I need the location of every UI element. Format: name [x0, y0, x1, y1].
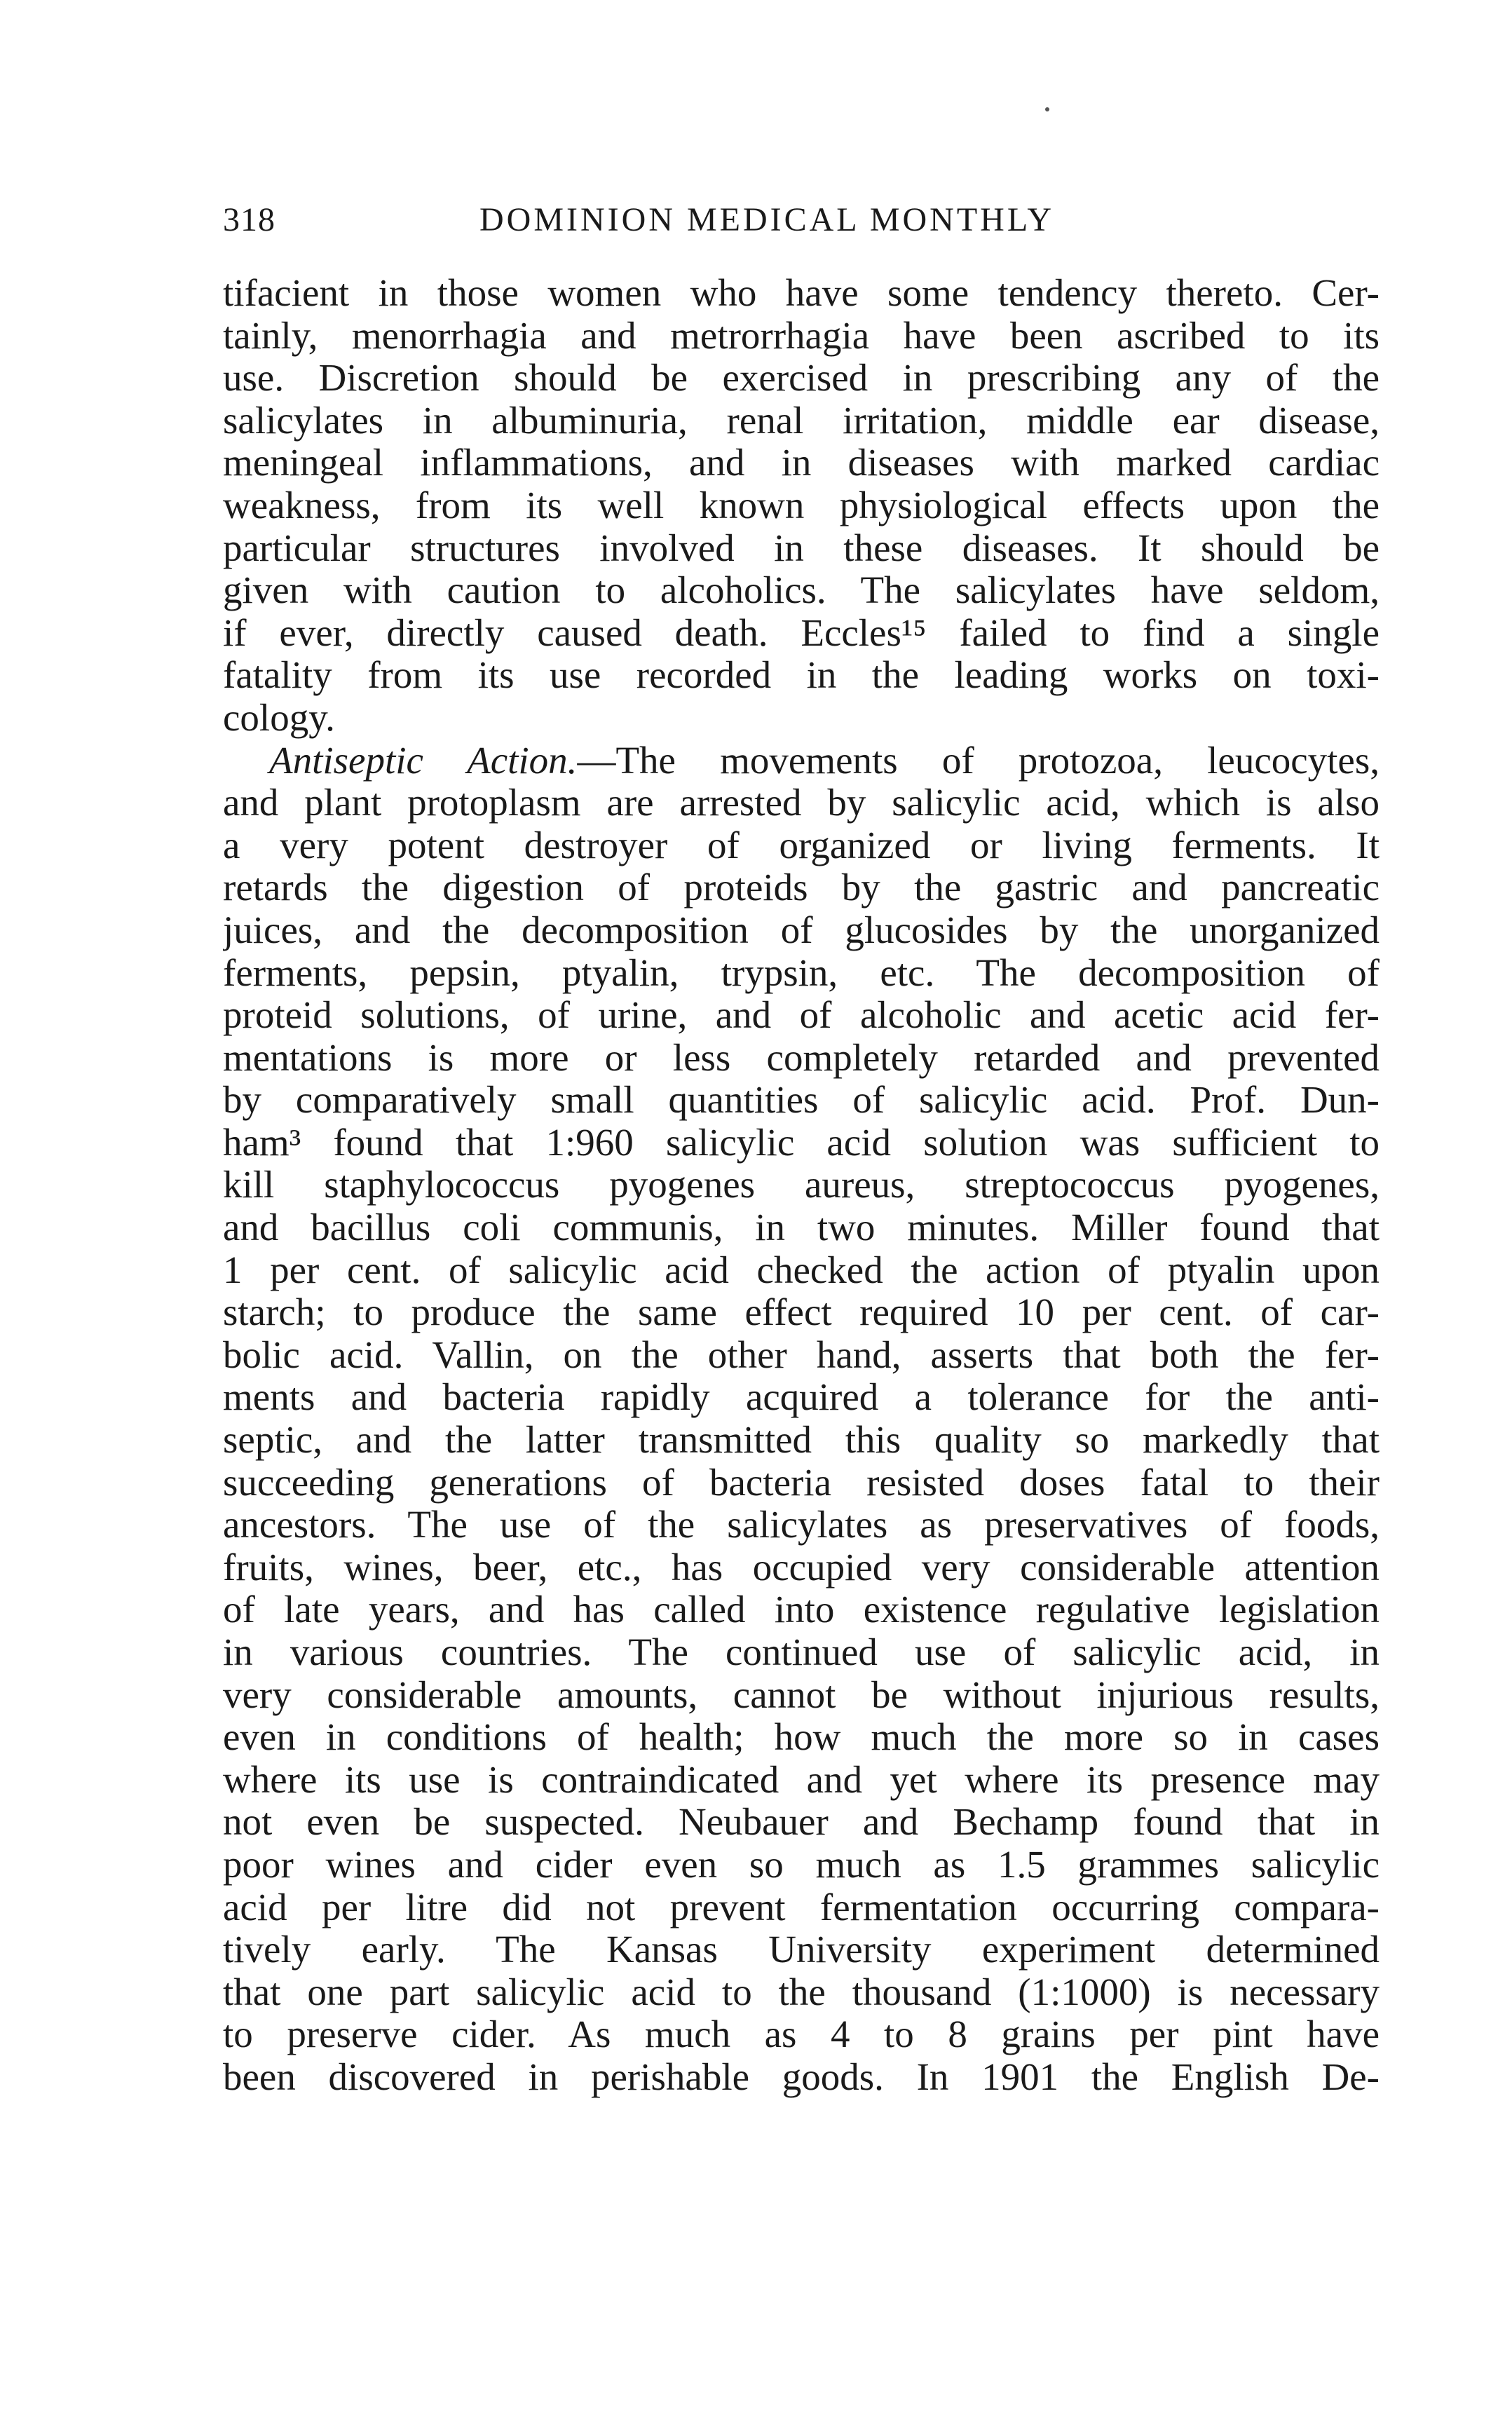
text-line: cology.: [223, 696, 335, 739]
text-line: where its use is contraindicated and yet where its presence may: [223, 1758, 1380, 1801]
page-header: [223, 200, 1380, 250]
text-line: very considerable amounts, cannot be without injurious results,: [223, 1673, 1380, 1716]
text-line: if ever, directly caused death. Eccles¹⁵ failed to find a single: [223, 611, 1380, 654]
text-line: bolic acid. Vallin, on the other hand, asserts that both the fer-: [223, 1333, 1380, 1376]
text-line: ancestors. The use of the salicylates as preservatives of foods,: [223, 1504, 1380, 1546]
text-line: weakness, from its well known physiological effects upon the: [223, 484, 1380, 526]
text-line: given with caution to alcoholics. The salicylates have seldom,: [223, 569, 1380, 612]
text-line: ments and bacteria rapidly acquired a tolerance for the anti-: [223, 1376, 1380, 1419]
text-line: a very potent destroyer of organized or living ferments. It: [223, 824, 1380, 866]
text-line: and bacillus coli communis, in two minutes. Miller found that: [223, 1206, 1380, 1249]
body-text: [223, 272, 1380, 2099]
text-line: proteid solutions, of urine, and of alcoholic and acetic acid fer-: [223, 994, 1380, 1037]
text-line: use. Discretion should be exercised in prescribing any of the: [223, 357, 1380, 400]
text-run: —The movements of protozoa, leucocytes,: [577, 739, 1380, 782]
paragraph: [223, 272, 1380, 740]
section-heading: Antiseptic Action.: [269, 739, 578, 782]
text-line: tainly, menorrhagia and metrorrhagia have been ascribed to its: [223, 314, 1380, 357]
print-speck: [1045, 107, 1049, 111]
text-line: tively early. The Kansas University experiment determined: [223, 1928, 1380, 1971]
text-line: salicylates in albuminuria, renal irritation, middle ear disease,: [223, 399, 1380, 442]
text-line: 1 per cent. of salicylic acid checked the action of ptyalin upon: [223, 1249, 1380, 1291]
running-title: DOMINION MEDICAL MONTHLY: [479, 201, 1055, 238]
text-line: in various countries. The continued use of salicylic acid, in: [223, 1631, 1380, 1673]
text-line: not even be suspected. Neubauer and Bechamp found that in: [223, 1801, 1380, 1844]
text-line: retards the digestion of proteids by the gastric and pancreatic: [223, 866, 1380, 909]
paragraph: [223, 740, 1380, 2099]
text-line: that one part salicylic acid to the thousand (1:1000) is necessary: [223, 1971, 1380, 2013]
text-line: [223, 740, 1380, 782]
text-line: by comparatively small quantities of salicylic acid. Prof. Dun-: [223, 1079, 1380, 1122]
text-line: tifacient in those women who have some tendency thereto. Cer-: [223, 272, 1380, 314]
text-line: kill staphylococcus pyogenes aureus, streptococcus pyogenes,: [223, 1164, 1380, 1206]
text-line: of late years, and has called into existence regulative legislation: [223, 1588, 1380, 1631]
text-line: and plant protoplasm are arrested by salicylic acid, which is also: [223, 782, 1380, 824]
text-line: poor wines and cider even so much as 1.5 grammes salicylic: [223, 1843, 1380, 1886]
text-line: ham³ found that 1:960 salicylic acid solution was sufficient to: [223, 1121, 1380, 1164]
text-line: mentations is more or less completely retarded and prevented: [223, 1036, 1380, 1079]
text-line: succeeding generations of bacteria resisted doses fatal to their: [223, 1461, 1380, 1504]
text-line: juices, and the decomposition of glucosides by the unorganized: [223, 909, 1380, 951]
text-line: particular structures involved in these diseases. It should be: [223, 526, 1380, 569]
page-number: 318: [223, 201, 275, 238]
text-line: even in conditions of health; how much the more so in cases: [223, 1716, 1380, 1759]
text-line: fruits, wines, beer, etc., has occupied very considerable attention: [223, 1546, 1380, 1588]
text-line: to preserve cider. As much as 4 to 8 grains per pint have: [223, 2013, 1380, 2056]
text-line: acid per litre did not prevent fermentation occurring compara-: [223, 1886, 1380, 1928]
text-line: been discovered in perishable goods. In 1901 the English De-: [223, 2055, 1380, 2098]
text-line: fatality from its use recorded in the leading works on toxi-: [223, 654, 1380, 697]
text-line: starch; to produce the same effect required 10 per cent. of car-: [223, 1291, 1380, 1334]
text-line: ferments, pepsin, ptyalin, trypsin, etc. The decomposition of: [223, 951, 1380, 994]
text-line: septic, and the latter transmitted this quality so markedly that: [223, 1419, 1380, 1462]
text-line: meningeal inflammations, and in diseases with marked cardiac: [223, 442, 1380, 484]
